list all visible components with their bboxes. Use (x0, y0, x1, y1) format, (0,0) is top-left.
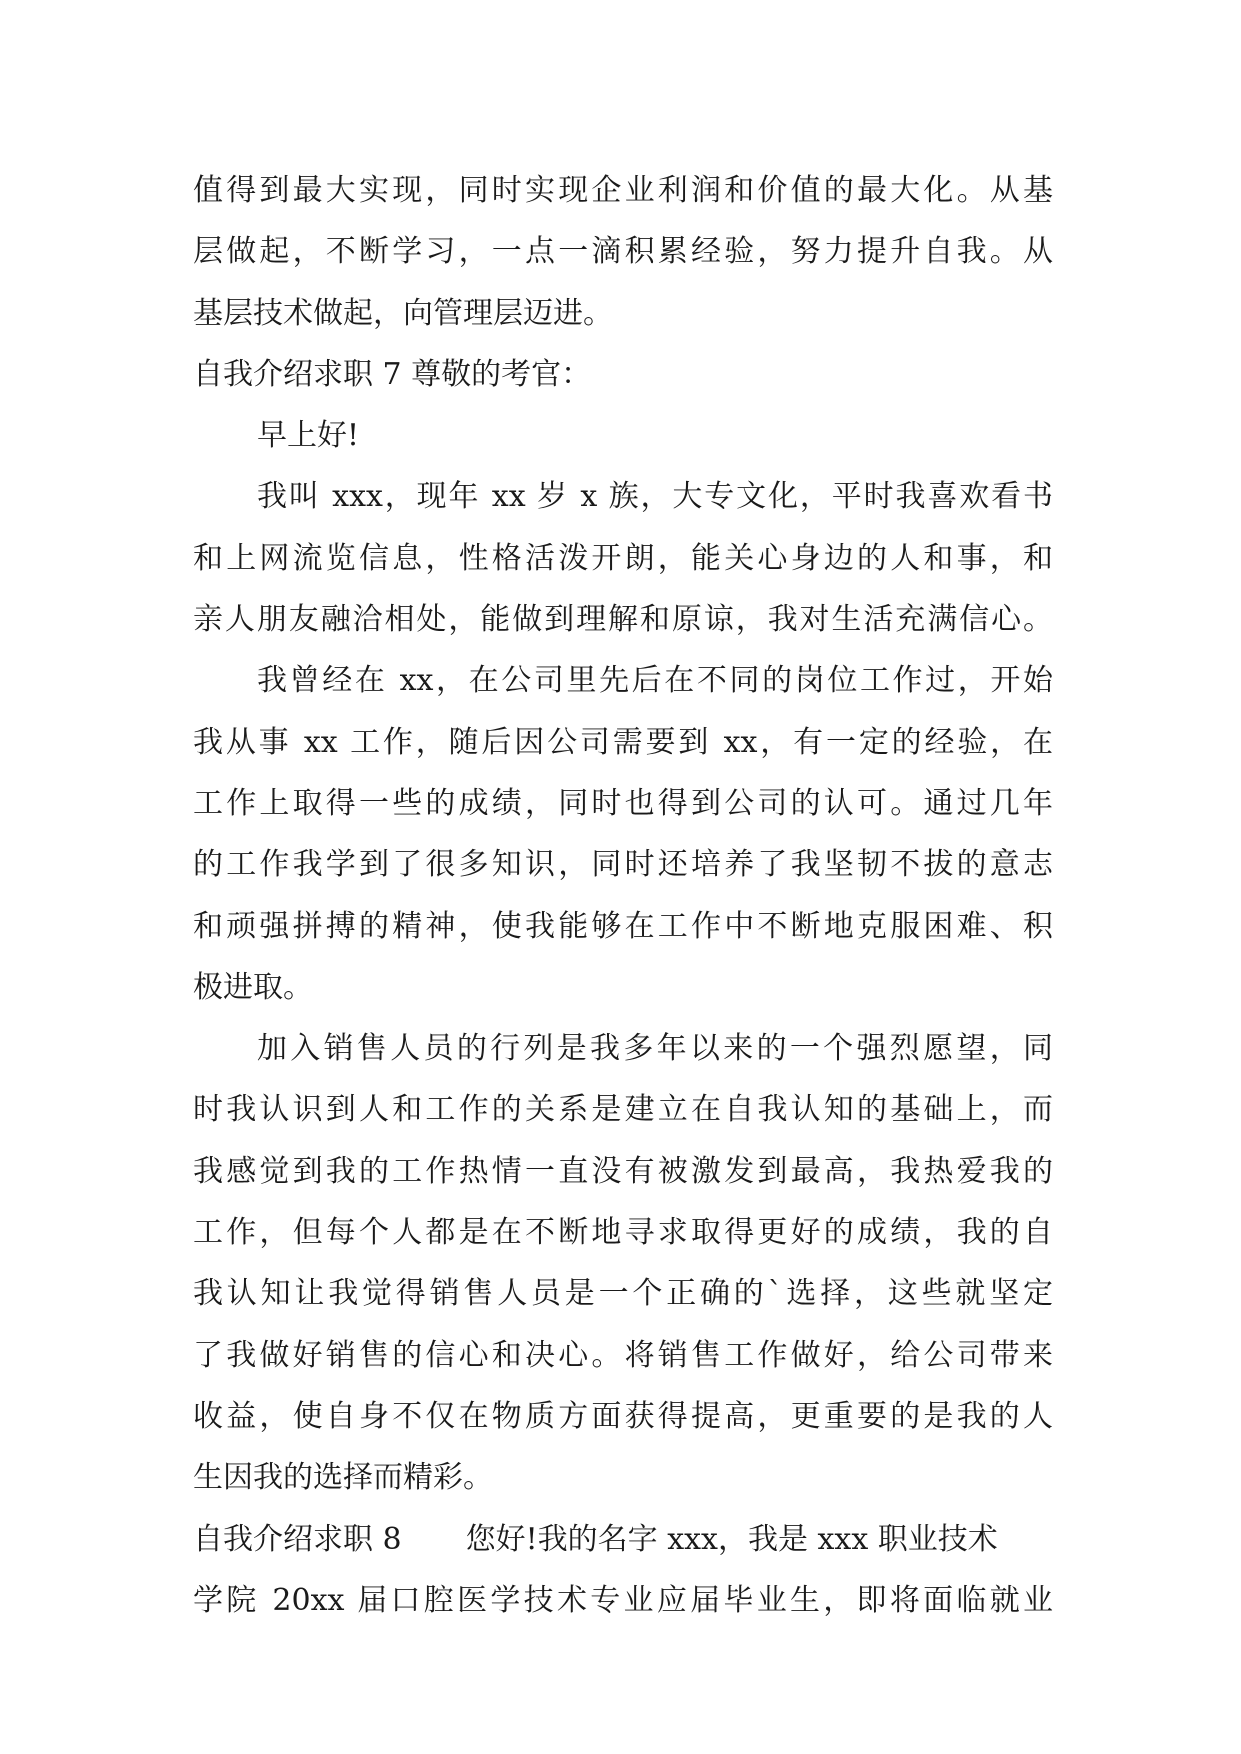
section-heading-8: 自我介绍求职 8 (193, 1521, 402, 1557)
text-line: 我感觉到我的工作热情一直没有被激发到最高，我热爱我的 (193, 1153, 1053, 1189)
text-line: 了我做好销售的信心和决心。将销售工作做好，给公司带来 (193, 1337, 1053, 1373)
section-heading-8-line (193, 1509, 1053, 1570)
text-line: 工作上取得一些的成绩，同时也得到公司的认可。通过几年 (193, 785, 1053, 821)
text-line: 您好!我的名字 xxx，我是 xxx 职业技术 (465, 1521, 998, 1557)
text-line: 工作，但每个人都是在不断地寻求取得更好的成绩，我的自 (193, 1215, 1053, 1251)
text-line: 极进取。 (193, 969, 313, 1005)
text-line: 的工作我学到了很多知识，同时还培养了我坚韧不拔的意志 (193, 847, 1053, 883)
text-line: 生因我的选择而精彩。 (193, 1460, 493, 1496)
text-line: 时我认识到人和工作的关系是建立在自我认知的基础上，而 (193, 1092, 1053, 1128)
document-body (193, 160, 1053, 1631)
text-line: 加入销售人员的行列是我多年以来的一个强烈愿望，同 (257, 1031, 1053, 1067)
text-line: 和顽强拼搏的精神，使我能够在工作中不断地克服困难、积 (193, 908, 1053, 944)
greeting-line: 早上好! (257, 418, 360, 454)
text-line: 我从事 xx 工作，随后因公司需要到 xx，有一定的经验，在 (193, 724, 1053, 760)
text-line: 收益，使自身不仅在物质方面获得提高，更重要的是我的人 (193, 1398, 1053, 1434)
text-line: 学院 20xx 届口腔医学技术专业应届毕业生，即将面临就业 (193, 1582, 1053, 1618)
text-line: 和上网流览信息，性格活泼开朗，能关心身边的人和事，和 (193, 540, 1053, 576)
section-heading-7: 自我介绍求职 7 尊敬的考官： (193, 356, 592, 392)
text-line: 值得到最大实现，同时实现企业利润和价值的最大化。从基 (193, 173, 1053, 208)
text-line: 基层技术做起，向管理层迈进。 (193, 295, 613, 331)
text-line: 我认知让我觉得销售人员是一个正确的`选择，这些就坚定 (193, 1276, 1053, 1312)
text-line: 亲人朋友融洽相处，能做到理解和原谅，我对生活充满信心。 (193, 602, 1053, 638)
text-line: 层做起，不断学习，一点一滴积累经验，努力提升自我。从 (193, 234, 1053, 270)
text-line: 我曾经在 xx，在公司里先后在不同的岗位工作过，开始 (257, 663, 1053, 699)
text-line: 我叫 xxx，现年 xx 岁 x 族，大专文化，平时我喜欢看书 (257, 479, 1053, 515)
